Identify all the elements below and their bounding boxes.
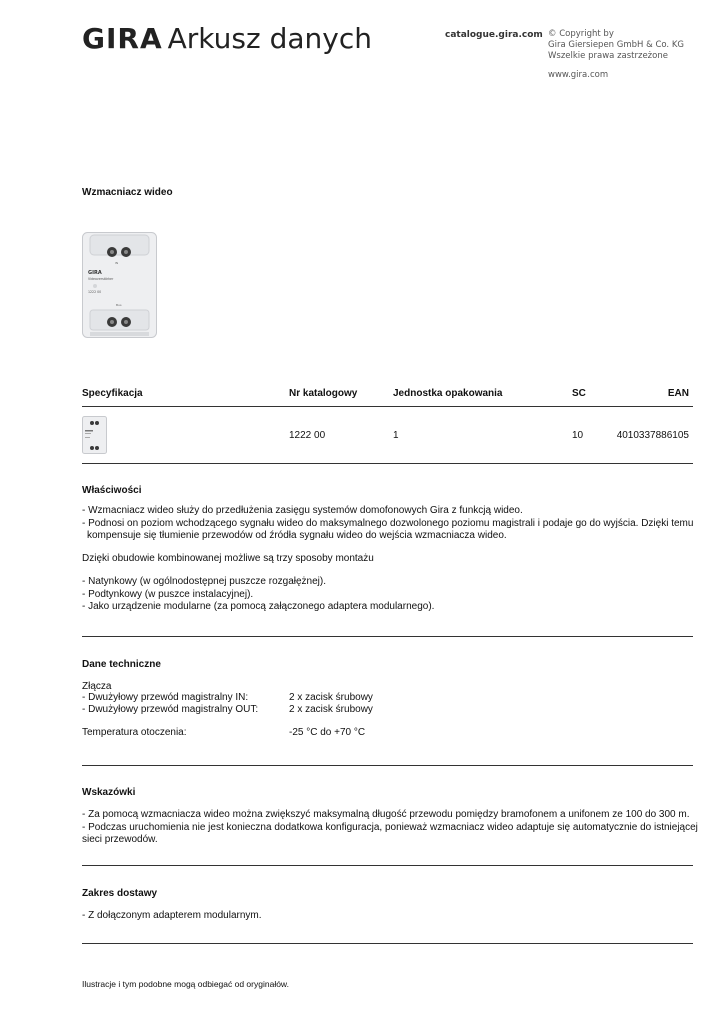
catalogue-link[interactable]: catalogue.gira.com — [445, 30, 543, 40]
device-brand-text: GIRA — [88, 270, 102, 276]
gira-logo: GIRA — [82, 22, 163, 55]
list-item: - Natynkowy (w ogólnodostępnej puszcze rozgałężnej). — [82, 576, 327, 587]
spec-ean: 4010337886105 — [616, 430, 689, 441]
list-item: - Podczas uruchomienia nie jest konieczna dodatkowa konfiguracja, ponieważ wzmacniacz wideo adaptuje się automatycznie do istniejącej — [82, 821, 698, 833]
copyright-line: © Copyright by — [548, 29, 614, 39]
product-name: Wzmacniacz wideo — [82, 187, 173, 198]
list-item: kompensuje się tłumienie przewodów od źródła sygnału wideo do wejścia wzmacniacza wideo. — [87, 530, 507, 541]
tech-row-value: 2 x zacisk śrubowy — [289, 692, 373, 703]
spec-unit: 1 — [393, 430, 399, 441]
product-image — [82, 232, 157, 338]
section-heading-properties: Właściwości — [82, 485, 142, 496]
device-type-text: Videoverstärker — [88, 277, 114, 281]
connectors-label: Złącza — [82, 681, 112, 692]
mounting-intro: Dzięki obudowie kombinowanej możliwe są trzy sposoby montażu — [82, 553, 374, 564]
copyright-line: Gira Giersiepen GmbH & Co. KG — [548, 40, 684, 50]
divider — [82, 865, 693, 866]
list-item: - Podtynkowy (w puszce instalacyjnej). — [82, 588, 254, 600]
list-item: - Jako urządzenie modularne (za pomocą załączonego adaptera modularnego). — [82, 601, 435, 612]
document-title: Arkusz danych — [167, 22, 372, 55]
delivery-item: - Z dołączonym adapterem modularnym. — [82, 910, 262, 921]
spec-header-unit: Jednostka opakowania — [393, 388, 503, 399]
divider — [82, 463, 693, 464]
list-item: - Za pomocą wzmacniacza wideo można zwiększyć maksymalną długość przewodu pomiędzy bramofonem a unifonem ze 100 do 300 m. — [82, 809, 690, 820]
divider — [82, 636, 693, 637]
divider — [82, 406, 693, 407]
properties-list — [82, 505, 697, 543]
list-item: - Wzmacniacz wideo służy do przedłużenia zasięgu systemów domofonowych Gira z funkcją wideo. — [82, 505, 523, 516]
copyright-line: Wszelkie prawa zastrzeżone — [548, 51, 668, 61]
section-heading-delivery: Zakres dostawy — [82, 888, 158, 899]
temperature-label: Temperatura otoczenia: — [82, 727, 187, 738]
website-link[interactable]: www.gira.com — [548, 70, 609, 80]
spec-header-specyfikacja: Specyfikacja — [82, 388, 143, 399]
hints-list — [82, 809, 697, 847]
tech-row-label: - Dwużyłowy przewód magistralny OUT: — [82, 704, 259, 715]
section-heading-technical: Dane techniczne — [82, 659, 161, 670]
spec-catalog-no: 1222 00 — [289, 430, 326, 441]
divider — [82, 765, 693, 766]
device-number-text: 1222 00 — [88, 290, 102, 294]
svg-text:IN: IN — [115, 261, 119, 265]
product-thumbnail — [82, 416, 107, 454]
mounting-list — [82, 576, 434, 614]
tech-row-label: - Dwużyłowy przewód magistralny IN: — [82, 692, 249, 703]
spec-header-sc: SC — [572, 388, 586, 399]
spec-header-catalog-no: Nr katalogowy — [289, 388, 358, 399]
spec-header-ean: EAN — [667, 388, 689, 399]
footer-note: Ilustracje i tym podobne mogą odbiegać od oryginałów. — [82, 979, 289, 989]
tech-row-value: 2 x zacisk śrubowy — [289, 704, 373, 715]
page-header-title — [82, 22, 372, 55]
list-item: - Podnosi on poziom wchodzącego sygnału wideo do maksymalnego dozwolonego poziomu magistrali i podaje go do wyjścia. Dzięki temu — [82, 517, 694, 529]
divider — [82, 943, 693, 944]
svg-text:Bus: Bus — [116, 303, 122, 307]
temperature-value: -25 °C do +70 °C — [289, 727, 366, 738]
spec-sc: 10 — [572, 430, 584, 441]
section-heading-hints: Wskazówki — [82, 787, 136, 798]
copyright-block — [548, 29, 684, 62]
list-item: sieci przewodów. — [82, 834, 158, 845]
